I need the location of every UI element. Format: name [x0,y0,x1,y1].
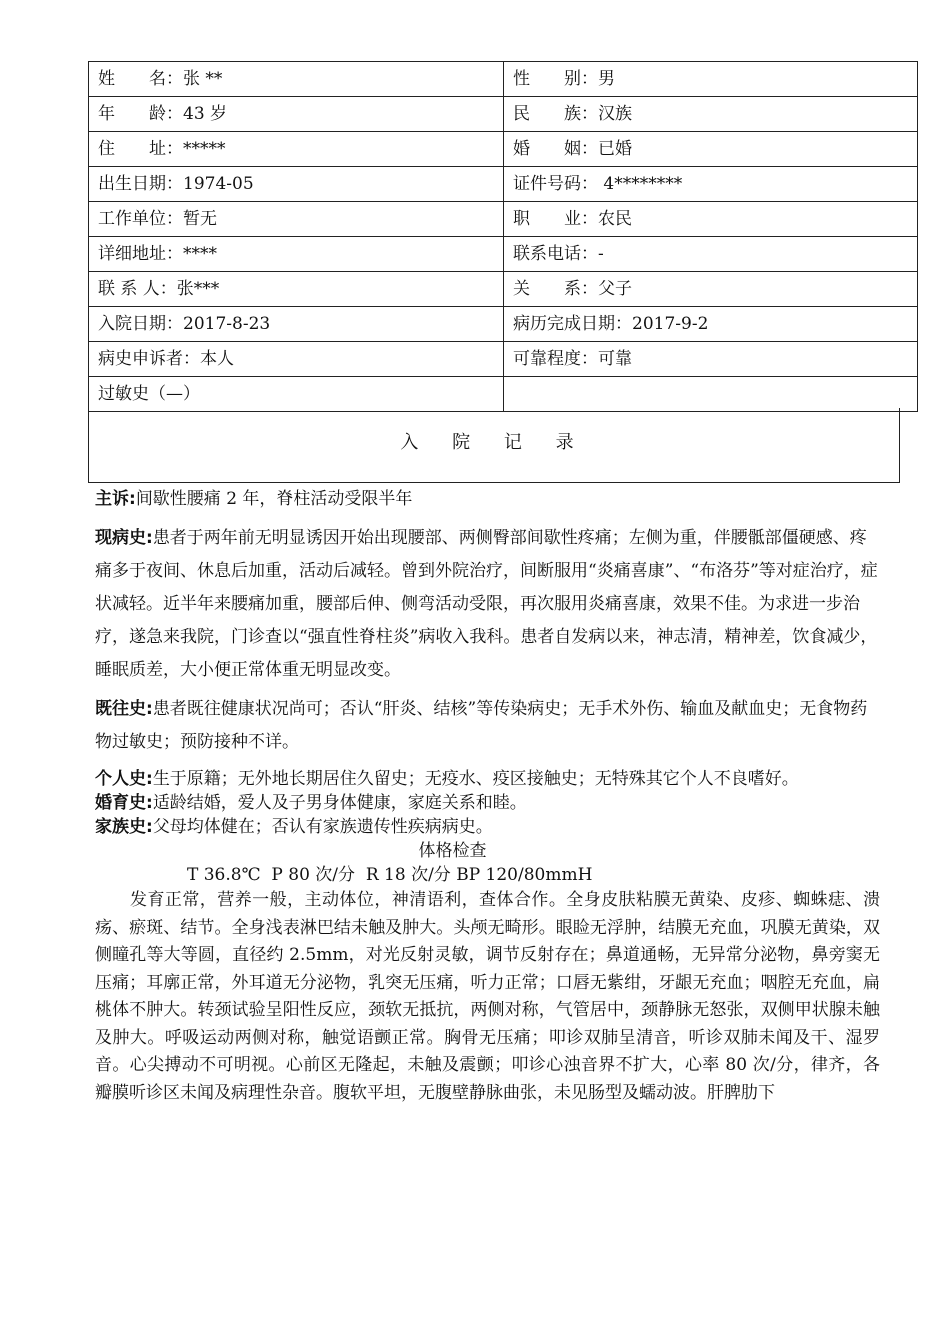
record-title: 入 院 记 录 [88,408,900,483]
section-label: 既往史: [95,699,153,719]
info-cell: 详细地址：**** [89,237,504,272]
info-row [89,342,918,377]
info-cell: 过敏史（—） [89,377,504,412]
section-text: 间歇性腰痛 2 年，脊柱活动受限半年 [135,489,413,509]
info-row [89,62,918,97]
info-cell: 入院日期：2017-8-23 [89,307,504,342]
info-cell: 工作单位：暂无 [89,202,504,237]
info-cell: 病史申诉者：本人 [89,342,504,377]
info-cell: 病历完成日期：2017-9-2 [504,307,918,342]
info-row [89,202,918,237]
info-row [89,272,918,307]
info-row [89,377,918,412]
exam-title: 体格检查 [418,841,487,861]
info-row [89,97,918,132]
info-cell: 住 址：***** [89,132,504,167]
section-label: 个人史: [95,769,153,789]
info-row [89,237,918,272]
section-text: 生于原籍；无外地长期居住久留史；无疫水、疫区接触史；无特殊其它个人不良嗜好。 [152,769,799,789]
info-cell [504,377,918,412]
section-text: 适龄结婚，爱人及子男身体健康，家庭关系和睦。 [152,793,527,813]
personal-history [95,767,880,791]
info-cell: 关 系：父子 [504,272,918,307]
info-cell: 姓 名：张 ** [89,62,504,97]
info-row [89,167,918,202]
section-label: 家族史: [95,817,153,837]
info-cell: 联 系 人：张*** [89,272,504,307]
section-label: 主诉: [95,489,136,509]
section-text: 患者既往健康状况尚可；否认“肝炎、结核”等传染病史；无手术外伤、输血及献血史；无食物药物过敏史；预防接种不详。 [95,699,868,752]
info-row [89,307,918,342]
section-text: 父母均体健在；否认有家族遗传性疾病病史。 [152,817,493,837]
info-cell: 出生日期：1974-05 [89,167,504,202]
section-label: 现病史: [95,528,153,548]
chief-complaint [95,484,880,514]
info-cell: 民 族：汉族 [504,97,918,132]
past-history [95,693,880,759]
info-cell: 职 业：农民 [504,202,918,237]
info-cell: 可靠程度：可靠 [504,342,918,377]
present-illness [95,522,880,687]
vitals: T 36.8℃ P 80 次/分 R 18 次/分 BP 120/80mmH [187,865,593,885]
exam-text: 发育正常，营养一般，主动体位，神清语利，查体合作。全身皮肤粘膜无黄染、皮疹、蜘蛛痣、溃疡、瘀斑、结节。全身浅表淋巴结未触及肿大。头颅无畸形。眼睑无浮肿，结膜无充血，巩膜无黄染，双侧瞳孔等大等圆，直径约 2.5mm，对光反射灵敏，调节反射存在；鼻道通畅，无异常分泌物，鼻旁窦无压痛；耳廓正常，外耳道无分泌物，乳突无压痛，听力正常；口唇无紫绀，牙龈无充血；咽腔无充血，扁桃体不肿大。转颈试验呈阳性反应，颈软无抵抗，两侧对称，气管居中，颈静脉无怒张，双侧甲状腺未触及肿大。呼吸运动两侧对称，触觉语颤正常。胸骨无压痛；叩诊双肺呈清音，听诊双肺未闻及干、湿罗音。心尖搏动不可明视。心前区无隆起，未触及震颤；叩诊心浊音界不扩大，心率 80 次/分，律齐，各瓣膜听诊区未闻及病理性杂音。腹软平坦，无腹壁静脉曲张，未见肠型及蠕动波。肝脾肋下 [95,890,880,1103]
info-cell: 性 别：男 [504,62,918,97]
info-cell: 证件号码： 4******** [504,167,918,202]
info-cell: 联系电话：- [504,237,918,272]
record-content [95,484,880,1107]
info-cell: 婚 姻：已婚 [504,132,918,167]
marital-history [95,791,880,815]
info-row [89,132,918,167]
family-history [95,815,880,839]
section-text: 患者于两年前无明显诱因开始出现腰部、两侧臀部间歇性疼痛；左侧为重，伴腰骶部僵硬感、疼痛多于夜间、休息后加重，活动后减轻。曾到外院治疗，间断服用“炎痛喜康”、“布洛芬”等对症治疗，症状减轻。近半年来腰痛加重，腰部后伸、侧弯活动受限，再次服用炎痛喜康，效果不佳。为求进一步治疗，遂急来我院，门诊查以“强直性脊柱炎”病收入我科。患者自发病以来，神志清，精神差，饮食减少，睡眠质差，大小便正常体重无明显改变。 [95,528,878,680]
section-label: 婚育史: [95,793,153,813]
patient-info-table [88,61,918,412]
info-cell: 年 龄：43 岁 [89,97,504,132]
